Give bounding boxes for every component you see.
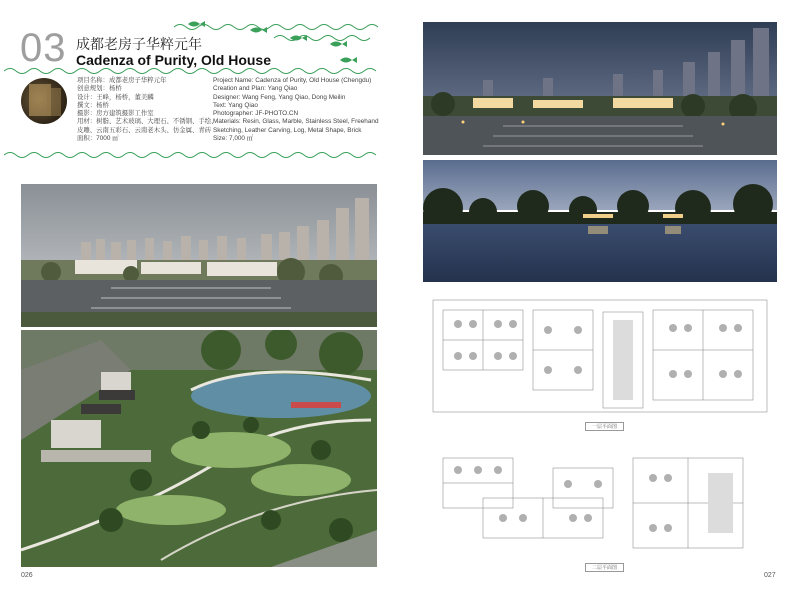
info-cn-line: 用材：树脂、艺术玻璃、大理石、不锈钢、手绘、 [77,118,218,126]
page-number-right: 027 [764,572,776,579]
info-cn-line: 设计：王峰，杨桥，董美麟 [77,93,154,101]
info-en-line: Text: Yang Qiao [213,101,258,109]
info-cn-line: 皮雕、云南五彩石、云南老木头、仿金属、青砖 [77,126,212,134]
info-en-line: Creation and Plan: Yang Qiao [213,85,298,93]
wave-divider-mid [4,66,380,76]
wave-divider-top [4,22,380,32]
info-en-line: Project Name: Cadenza of Purity, Old House (Chengdu) [213,77,372,84]
info-cn-line: 面积：7000 ㎡ [77,135,119,143]
info-en-line: Photographer: JF-PHOTO.CN [213,110,299,118]
info-en-line: Size: 7,000 ㎡ [213,135,254,143]
info-cn-line: 项目名称：成都老房子华粹元年 [77,77,167,84]
floor-plan-first-label: 一层平面图 [585,422,624,431]
project-title-chinese: 成都老房子华粹元年 [76,36,202,52]
photo-exterior-daytime [21,184,377,327]
page-number-left: 026 [21,572,33,579]
floor-plan-second-label: 二层平面图 [585,563,624,572]
project-info-chinese [77,77,218,143]
info-cn-line: 摄影：房方建筑摄影工作室 [77,110,154,118]
wave-divider-bottom [4,150,380,160]
info-cn-line: 创意规划：杨桥 [77,85,122,93]
info-en-line: Sketching, Leather Carving, Log, Metal Shape, Brick [213,126,362,134]
project-number: 03 [20,26,67,70]
photo-lake-dusk [423,160,777,282]
project-title-english: Cadenza of Purity, Old House [76,52,271,68]
info-en-line: Designer: Wang Feng, Yang Qiao, Dong Meilin [213,93,346,101]
info-en-line: Materials: Resin, Glass, Marble, Stainless Steel, Freehand [213,118,379,126]
floor-plan-first [423,290,777,420]
photo-exterior-dusk [423,22,777,155]
info-cn-line: 撰文：杨桥 [77,101,109,109]
wave-divider-top-2 [4,33,380,43]
project-info-english [213,77,379,143]
photo-aerial-park [21,330,377,567]
floor-plan-second [423,438,777,558]
designer-portrait [21,78,67,124]
